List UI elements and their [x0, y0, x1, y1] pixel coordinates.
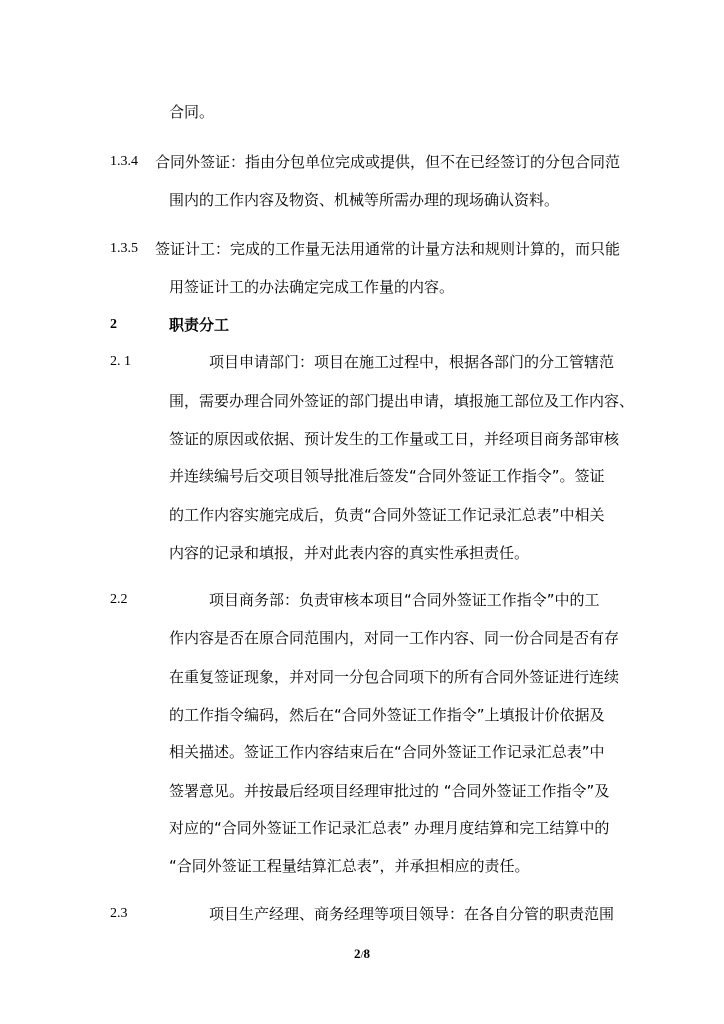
section-2-number: 2 [110, 317, 117, 332]
section-2-1-line-2: 围，需要办理合同外签证的部门提出申请，填报施工部位及工作内容、 [169, 392, 635, 410]
section-2-2-line-2: 作内容是否在原合同范围内，对同一工作内容、同一份合同是否有存 [169, 629, 620, 647]
section-2-2-line-1: 项目商务部：负责审核本项目“合同外签证工作指令”中的工 [209, 591, 600, 609]
section-1-3-5-line-1: 签证计工：完成的工作量无法用通常的计量方法和规则计算的，而只能 [155, 240, 621, 258]
section-2-2-line-8: “合同外签证工程量结算汇总表”，并承担相应的责任。 [169, 857, 530, 875]
page-footer [0, 944, 724, 965]
section-2-2-line-7: 对应的“合同外签证工作记录汇总表” 办理月度结算和完工结算中的 [169, 819, 610, 837]
section-2-title: 职责分工 [169, 316, 230, 334]
section-2-2-line-3: 在重复签证现象，并对同一分包合同项下的所有合同外签证进行连续 [169, 668, 620, 686]
section-2-2-line-4: 的工作指令编码，然后在“合同外签证工作指令”上填报计价依据及 [169, 706, 605, 724]
section-2-2-number: 2.2 [110, 592, 128, 607]
section-2-1-line-4: 并连续编号后交项目领导批准后签发“合同外签证工作指令”。签证 [169, 467, 605, 485]
section-2-1-line-5: 的工作内容实施完成后，负责“合同外签证工作记录汇总表”中相关 [169, 506, 605, 524]
section-2-1-line-1: 项目申请部门：项目在施工过程中，根据各部门的分工管辖范 [209, 353, 615, 371]
page-number: 2 [353, 946, 361, 961]
section-2-3-line-1: 项目生产经理、商务经理等项目领导：在各自分管的职责范围 [209, 905, 615, 923]
page-separator: / [360, 949, 364, 961]
section-1-3-4-line-1: 合同外签证：指由分包单位完成或提供，但不在已经签订的分包合同范 [155, 153, 621, 171]
section-2-1-line-3: 签证的原因或依据、预计发生的工作量或工日，并经项目商务部审核 [169, 430, 620, 448]
section-1-3-5-number: 1.3.5 [110, 241, 138, 256]
section-1-3-3-line-1: 合同。 [169, 103, 215, 121]
section-2-2-line-5: 相关描述。签证工作内容结束后在“合同外签证工作记录汇总表”中 [169, 743, 605, 761]
section-1-3-5-line-2: 用签证计工的办法确定完成工作量的内容。 [169, 278, 455, 296]
section-1-3-4-number: 1.3.4 [110, 154, 138, 169]
section-2-3-number: 2.3 [110, 906, 128, 921]
section-2-2-line-6: 签署意见。并按最后经项目经理审批过的 “合同外签证工作指令”及 [169, 782, 610, 800]
section-2-1-line-6: 内容的记录和填报，并对此表内容的真实性承担责任。 [169, 544, 530, 562]
page-total: 8 [363, 946, 371, 961]
section-1-3-4-line-2: 围内的工作内容及物资、机械等所需办理的现场确认资料。 [169, 191, 560, 209]
section-2-1-number: 2. 1 [110, 354, 131, 369]
